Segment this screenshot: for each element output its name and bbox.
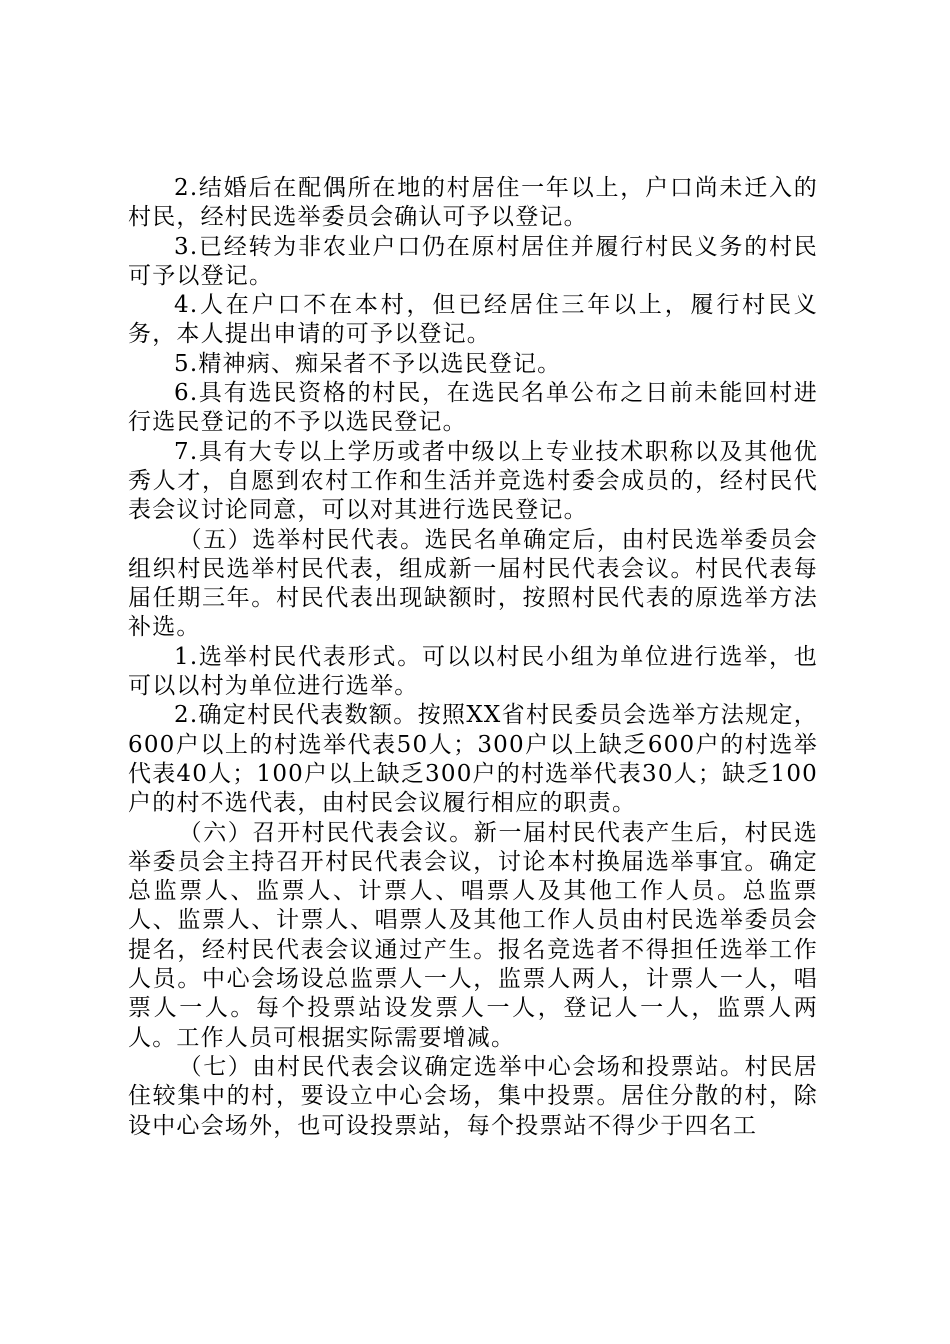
section-6-paragraph: （六）召开村民代表会议。新一届村民代表产生后，村民选举委员会主持召开村民代表会议，讨论本村换届选举事宜。确定总监票人、监票人、计票人、唱票人及其他工作人员。总监票人、监票人、计票人、唱票人及其他工作人员由村民选举委员会提名，经村民代表会议通过产生。报名竞选者不得担任选举工作人员。中心会场设总监票人一人，监票人两人，计票人一人，唱票人一人。每个投票站设发票人一人，登记人一人，监票人两人。工作人员可根据实际需要增减。 (128, 819, 818, 1051)
paragraph-item-2: 2.结婚后在配偶所在地的村居住一年以上，户口尚未迁入的村民，经村民选举委员会确认可予以登记。 (128, 175, 818, 231)
paragraph-item-4: 4.人在户口不在本村，但已经居住三年以上，履行村民义务，本人提出申请的可予以登记。 (128, 292, 818, 348)
paragraph-representative-quota: 2.确定村民代表数额。按照XX省村民委员会选举方法规定，600户以上的村选举代表50人；300户以上缺乏600户的村选举代表40人；100户以上缺乏300户的村选举代表30人；缺乏100户的村不选代表，由村民会议履行相应的职责。 (128, 702, 818, 817)
paragraph-item-5: 5.精神病、痴呆者不予以选民登记。 (174, 350, 562, 377)
document-body (128, 174, 818, 1141)
section-5-paragraph: （五）选举村民代表。选民名单确定后，由村民选举委员会组织村民选举村民代表，组成新一届村民代表会议。村民代表每届任期三年。村民代表出现缺额时，按照村民代表的原选举方法补选。 (128, 526, 818, 641)
paragraph-item-6: 6.具有选民资格的村民，在选民名单公布之日前未能回村进行选民登记的不予以选民登记。 (128, 380, 818, 436)
paragraph-representative-form: 1.选举村民代表形式。可以以村民小组为单位进行选举，也可以以村为单位进行选举。 (128, 643, 818, 700)
paragraph-item-7: 7.具有大专以上学历或者中级以上专业技术职称以及其他优秀人才，自愿到农村工作和生活并竞选村委会成员的，经村民代表会议讨论同意，可以对其进行选民登记。 (128, 438, 818, 524)
section-7-paragraph: （七）由村民代表会议确定选举中心会场和投票站。村民居住较集中的村，要设立中心会场，集中投票。居住分散的村，除设中心会场外，也可设投票站，每个投票站不得少于四名工 (128, 1053, 818, 1139)
paragraph-item-3: 3.已经转为非农业户口仍在原村居住并履行村民义务的村民可予以登记。 (128, 233, 818, 289)
